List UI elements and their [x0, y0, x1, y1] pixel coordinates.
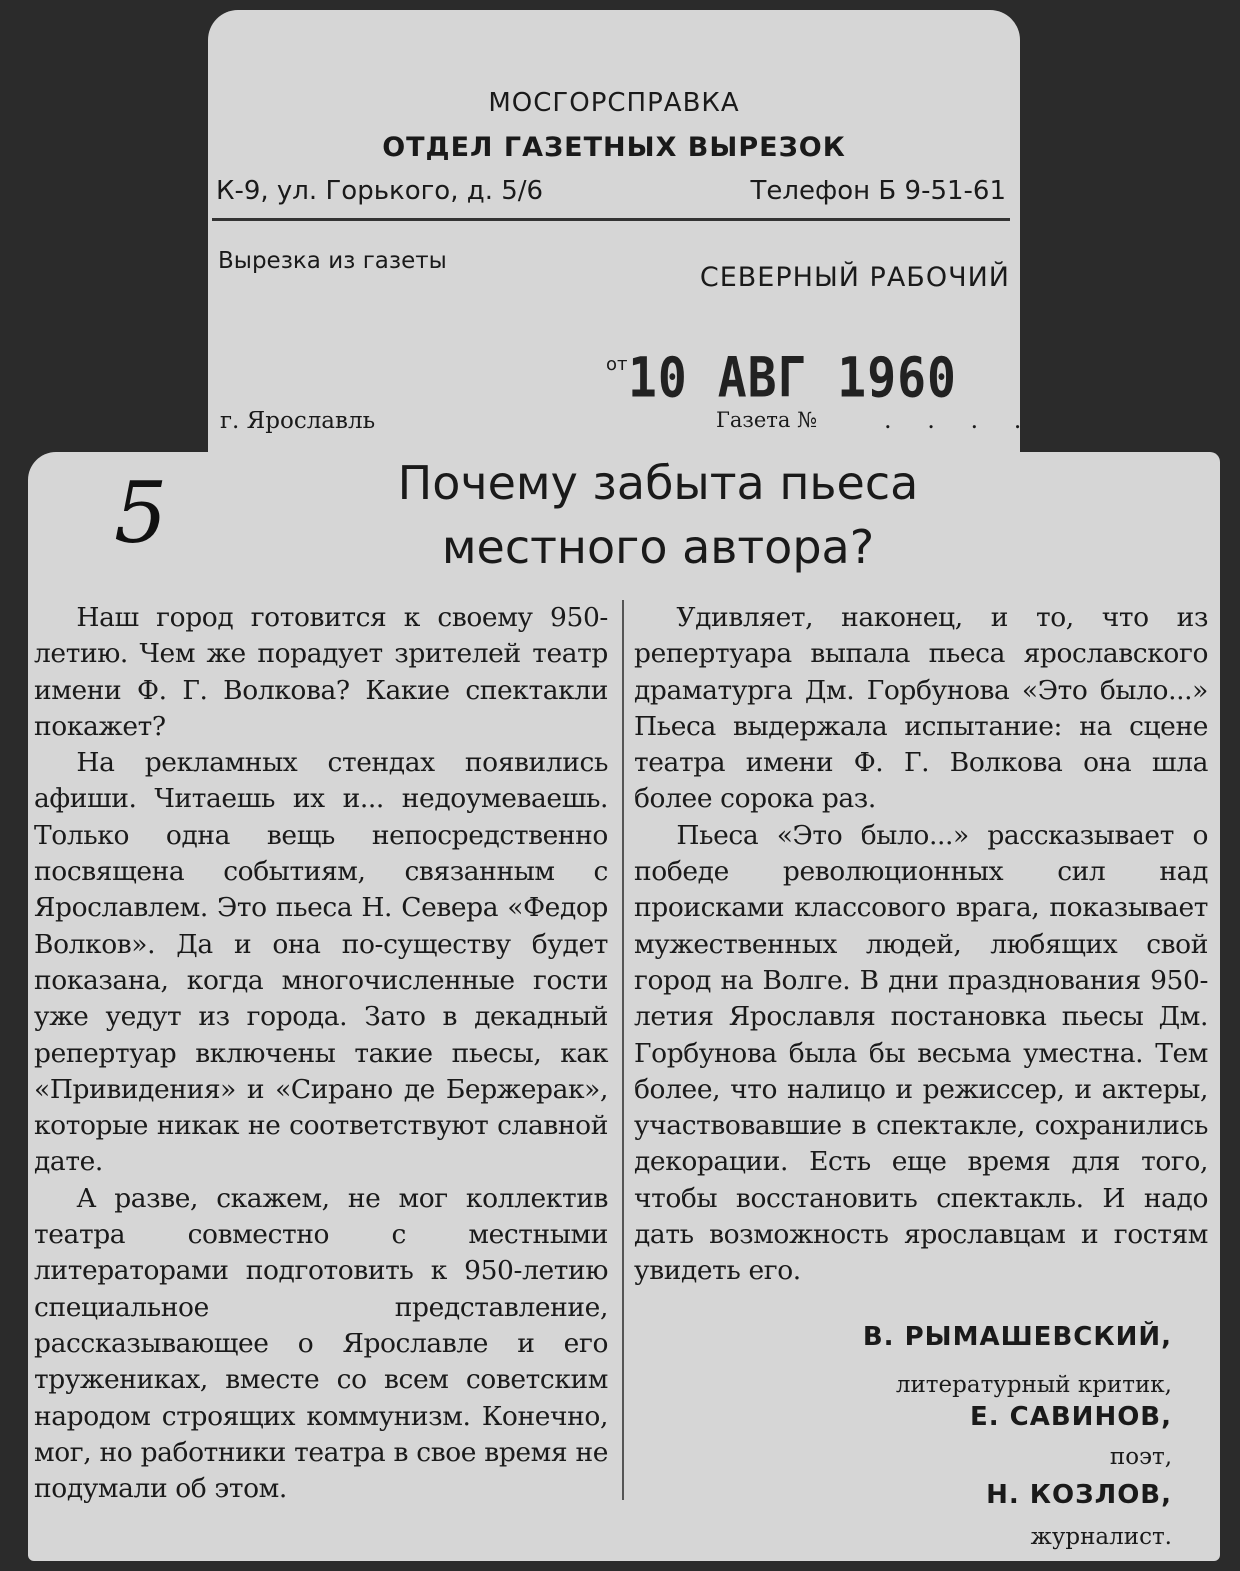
signature-role: литературный критик, [895, 1372, 1172, 1398]
article-paragraph: А разве, скажем, не мог коллектив театра совместно с местными литераторами подготовить к 950-летию специальное представление, рассказывающее о Ярославле и его тружениках, вместе со всем советским народом строящих коммунизм. Конечно, мог, но работники театра в свое время не подумали об этом. [34, 1182, 608, 1505]
issue-label: Газета № [716, 408, 817, 432]
article-paragraph: На рекламных стендах появились афиши. Читаешь их и... недоумеваешь. Только одна вещь непосредственно посвящена событиям, связанным с Ярославлем. Это пьеса Н. Севера «Федор Волков». Да и она по-существу будет показана, когда многочисленные гости уже уедут из города. Зато в декадный репертуар включены такие пьесы, как «Привидения» и «Сирано де Бержерак», которые никак не соответствуют славной дате. [34, 747, 608, 1178]
article-column-left [34, 600, 608, 1507]
article-paragraph: Удивляет, наконец, и то, что из репертуара выпала пьеса ярославского драматурга Дм. Горбунова «Это было...» Пьеса выдержала испытание: на сцене театра имени Ф. Г. Волкова она шла более сорока раз. [634, 602, 1208, 815]
date-stamp: 10 АВГ 1960 [628, 346, 957, 411]
agency-phone: Телефон Б 9-51-61 [750, 176, 1006, 206]
article-paragraph: Пьеса «Это было...» рассказывает о победе революционных сил над происками классового врага, показывает мужественных людей, любящих свой город на Волге. В дни празднования 950-летия Ярославля постановка пьесы Дм. Горбунова была бы весьма уместна. Тем более, что налицо и режиссер, и актеры, участвовавшие в спектакле, сохранились декорации. Есть еще время для того, чтобы восстановить спектакль. И надо дать возможность ярославцам и гостям увидеть его. [634, 819, 1208, 1287]
column-divider [622, 600, 624, 1500]
city-label: г. Ярославль [220, 408, 376, 434]
date-prefix: от [606, 354, 628, 375]
clipping-header-card [208, 10, 1036, 470]
signature-name: В. РЫМАШЕВСКИЙ, [862, 1322, 1172, 1352]
newspaper-clipping [28, 452, 1220, 1561]
header-divider [212, 218, 1010, 221]
headline-line-1: Почему забыта пьеса [397, 456, 919, 510]
newspaper-name: СЕВЕРНЫЙ РАБОЧИЙ [699, 262, 1010, 293]
agency-name: МОСГОРСПРАВКА [488, 88, 740, 118]
signature-name: Е. САВИНОВ, [969, 1402, 1172, 1432]
article-column-right [634, 600, 1208, 1290]
handwritten-number: 5 [114, 464, 168, 562]
signature-role: журналист. [1030, 1524, 1172, 1550]
headline-line-2: местного автора? [441, 520, 875, 574]
signature-role: поэт, [1109, 1444, 1172, 1470]
clip-from-label: Вырезка из газеты [218, 248, 447, 274]
signature-name: Н. КОЗЛОВ, [986, 1480, 1172, 1510]
issue-dots: . . . . [884, 406, 1036, 434]
department-name: ОТДЕЛ ГАЗЕТНЫХ ВЫРЕЗОК [382, 132, 846, 163]
article-paragraph: Наш город готовится к своему 950-летию. Чем же порадует зрителей театр имени Ф. Г. Волкова? Какие спектакли покажет? [34, 602, 608, 742]
agency-address: К-9, ул. Горького, д. 5/6 [216, 176, 544, 206]
